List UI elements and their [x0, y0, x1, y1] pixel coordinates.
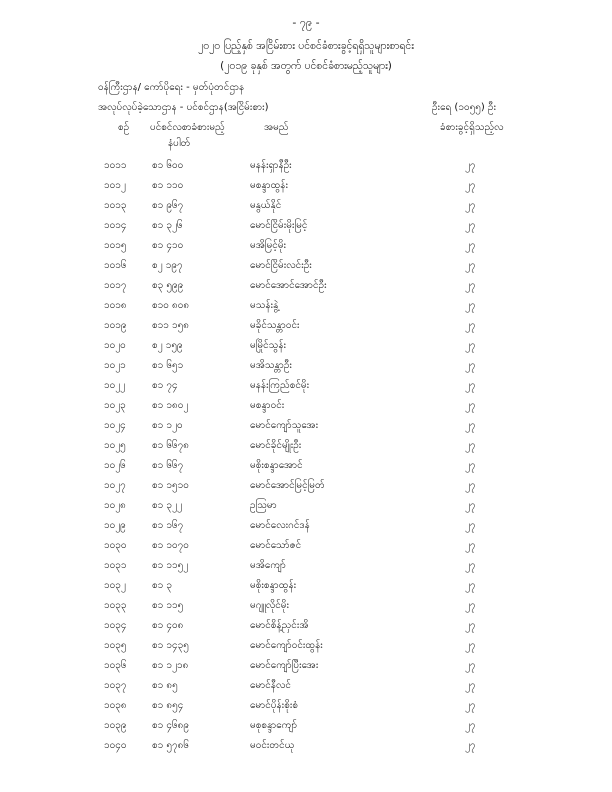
month-count: ၂၇: [465, 380, 476, 391]
row-number: ၁၀၂၁: [104, 360, 126, 371]
pension-id: စ၁ ၄၆၈၉: [152, 720, 190, 731]
table-row: [0, 458, 612, 478]
person-name: မအိကျော်: [250, 560, 286, 571]
pension-id: စ၁ ၁၂၁၈: [152, 660, 189, 671]
row-number: ၁၀၃၈: [104, 700, 127, 711]
month-count: ၂၇: [465, 420, 476, 431]
person-name: မစုစန္ဒာကျော်: [250, 720, 298, 731]
row-number: ၁၀၂၈: [104, 500, 126, 511]
person-name: မနန်းရှာနီဦး: [250, 160, 292, 171]
row-number: ၁၀၁၉: [104, 320, 127, 331]
pension-id: စ၁ ၁၈၀၂: [152, 400, 189, 411]
pension-id: စ၁ ၄၀၈: [152, 620, 184, 631]
pension-id: စ၁ ၈၅: [152, 680, 178, 691]
month-count: ၂၇: [465, 440, 476, 451]
table-row: [0, 478, 612, 498]
row-number: ၁၀၃၂: [104, 580, 126, 591]
table-row: [0, 578, 612, 598]
pension-id: စ၁ ၄၁၀: [152, 240, 184, 251]
month-count: ၂၇: [465, 180, 476, 191]
person-name: မောင်အောင်အောင်ဦး: [250, 280, 327, 291]
person-name: မအိမြင့်မိုး: [250, 240, 287, 251]
month-count: ၂၇: [465, 700, 476, 711]
table-row: [0, 298, 612, 318]
month-count: ၂၇: [465, 280, 476, 291]
person-name: မောင်သော်ဇင်: [250, 540, 302, 551]
department-line: ဝန်ကြီးဌာန/ ကော်ပိုရေး - မှတ်ပုံတင်ဌာန: [98, 82, 245, 93]
pension-id: စ၁ ၁၁၀: [152, 180, 184, 191]
row-number: ၁၀၂၃: [104, 400, 126, 411]
pension-list: [0, 158, 612, 758]
month-count: ၂၇: [465, 580, 476, 591]
table-row: [0, 198, 612, 218]
month-count: ၂၇: [465, 400, 476, 411]
person-name: မဝင်းတင်ယု: [250, 740, 295, 751]
person-name: မမြိုင်သွန်း: [250, 340, 287, 351]
pension-id: စ၁ ၁၁၅၂: [152, 560, 189, 571]
document-title: ၂၀၂၀ ပြည့်နှစ် အငြိမ်းစား ပင်စင်ခံစားခွင့်ရရှိသူများစာရင်း: [198, 40, 414, 52]
row-number: ၁၀၁၁: [104, 160, 127, 171]
person-name: မောင်လေးဂင်ဒန်: [250, 520, 310, 531]
person-name: မောင်ကျော်ပြီးအေး: [250, 660, 319, 671]
month-count: ၂၇: [465, 520, 476, 531]
table-row: [0, 718, 612, 738]
pension-id: စ၁ ၈၅၄: [152, 700, 184, 711]
row-number: ၁၀၁၂: [104, 180, 126, 191]
pension-id: စ၁၀ ၈၀၈: [152, 300, 190, 311]
column-header-name: အမည်: [264, 122, 289, 133]
row-number: ၁၀၂၇: [104, 480, 126, 491]
table-row: [0, 318, 612, 338]
person-name: မစိုးစန္ဒာထွန်း: [250, 580, 297, 591]
row-number: ၁၀၂၅: [104, 440, 126, 451]
table-row: [0, 338, 612, 358]
table-row: [0, 278, 612, 298]
pension-id: စ၁ ၁၆၇: [152, 520, 184, 531]
page-number: - ၇၉ -: [292, 16, 320, 29]
table-row: [0, 378, 612, 398]
month-count: ၂၇: [465, 620, 476, 631]
month-count: ၂၇: [465, 560, 476, 571]
pension-id: စ၁ ၃၂၆: [152, 220, 183, 231]
row-number: ၁၀၁၈: [104, 300, 127, 311]
month-count: ၂၇: [465, 740, 476, 751]
person-name: မနန်းကြည်စင်မိုး: [250, 380, 310, 391]
row-number: ၁၀၃၉: [104, 720, 127, 731]
table-row: [0, 218, 612, 238]
row-number: ၁၀၃၇: [104, 680, 127, 691]
row-number: ၁၀၃၀: [104, 540, 127, 551]
month-count: ၂၇: [465, 200, 476, 211]
pension-id: စ၁ ၆၆၇: [152, 460, 184, 471]
column-header-no: စဉ်: [118, 122, 130, 133]
pension-id: စ၁ ၆၀၀: [152, 160, 184, 171]
table-row: [0, 178, 612, 198]
pension-id: စ၁ ၃၂၂: [152, 500, 182, 511]
month-count: ၂၇: [465, 640, 476, 651]
person-name: ဥဩမာ: [250, 500, 277, 511]
month-count: ၂၇: [465, 720, 476, 731]
pension-id: စ၁ ၁၅၁၀: [152, 480, 189, 491]
month-count: ၂၇: [465, 160, 476, 171]
month-count: ၂၇: [465, 340, 476, 351]
person-name: မသန်းနွဲ့: [250, 300, 279, 311]
table-row: [0, 698, 612, 718]
month-count: ၂၇: [465, 300, 476, 311]
row-number: ၁၀၃၁: [104, 560, 127, 571]
pension-id: စ၁ ၉၆၇: [152, 200, 184, 211]
person-name: မောင်ငြိမ်းလင်းဦး: [250, 260, 312, 271]
person-name: မစန္ဒာဝင်း: [250, 400, 285, 411]
document-subtitle: (၂၀၁၉ ခုနှစ် အတွက် ပင်စင်ခံစားမည့်သူများ): [220, 60, 392, 72]
row-number: ၁၀၁၅: [104, 240, 127, 251]
row-number: ၁၀၁၆: [104, 260, 127, 271]
row-number: ၁၀၂၂: [104, 380, 126, 391]
row-number: ၁၀၃၃: [104, 600, 127, 611]
pension-id: စ၁၁ ၁၅၈: [152, 320, 190, 331]
row-number: ၁၀၃၅: [104, 640, 127, 651]
pension-id: စ၂ ၁၅၉: [152, 340, 183, 351]
month-count: ၂၇: [465, 260, 476, 271]
person-name: မောင်စိန့်ညှင်းအိ: [250, 620, 309, 631]
table-row: [0, 598, 612, 618]
pension-id: စ၁ ၁၀၇၀: [152, 540, 189, 551]
pension-id: စ၁ ၁၂၀: [152, 420, 183, 431]
table-row: [0, 538, 612, 558]
table-row: [0, 158, 612, 178]
table-row: [0, 418, 612, 438]
column-header-pension-no: ပင်စင်လစာခံစားမည့်: [150, 122, 225, 133]
row-number: ၁၀၃၄: [104, 620, 127, 631]
table-row: [0, 518, 612, 538]
month-count: ၂၇: [465, 460, 476, 471]
person-name: မောင်ခိုင်မျိုးဦး: [250, 440, 302, 451]
month-count: ၂၇: [465, 320, 476, 331]
table-row: [0, 258, 612, 278]
table-row: [0, 358, 612, 378]
person-name: မောင်ကျော်သူအေး: [250, 420, 319, 431]
month-count: ၂၇: [465, 680, 476, 691]
month-count: ၂၇: [465, 500, 476, 511]
total-count-header: ဦးရေ (၁၀၅၅) ဦး: [432, 102, 497, 113]
person-name: မောင်ကျော်ဝင်းထွန်း: [250, 640, 323, 651]
row-number: ၁၀၃၆: [104, 660, 127, 671]
pension-id: စ၁ ၁၁၅: [152, 600, 184, 611]
table-row: [0, 738, 612, 758]
pension-id: စ၁ ၇၄: [152, 380, 178, 391]
table-row: [0, 398, 612, 418]
table-row: [0, 658, 612, 678]
table-row: [0, 678, 612, 698]
person-name: မစိုးစန္ဒာအောင်: [250, 460, 303, 471]
month-count: ၂၇: [465, 220, 476, 231]
pension-id: စ၁ ၆၆၇၈: [152, 440, 190, 451]
pension-id: စ၁ ၅၇၈၆: [152, 740, 190, 751]
person-name: မောင်ငြိမ်းမိုးမြင့်: [250, 220, 308, 231]
column-header-pension-no-2: နံပါတ်: [168, 138, 191, 149]
person-name: မောင်အောင်မြင့်မြတ်: [250, 480, 325, 491]
pension-id: စ၂ ၁၉၇: [152, 260, 183, 271]
person-name: မနွယ်နိုင်: [250, 200, 282, 211]
person-name: မောင်နီလင်: [250, 680, 291, 691]
row-number: ၁၀၁၇: [104, 280, 127, 291]
month-count: ၂၇: [465, 240, 476, 251]
table-row: [0, 618, 612, 638]
person-name: မအိသန္တာဦး: [250, 360, 292, 371]
row-number: ၁၀၂၀: [104, 340, 126, 351]
person-name: မခိုင်သန္တာဝင်း: [250, 320, 300, 331]
row-number: ၁၀၂၉: [104, 520, 126, 531]
row-number: ၁၀၁၄: [104, 220, 127, 231]
month-count: ၂၇: [465, 600, 476, 611]
column-header-count: ခံစားခွင့်ရှိသည့်လ: [440, 122, 504, 133]
month-count: ၂၇: [465, 480, 476, 491]
table-row: [0, 638, 612, 658]
office-header: အလုပ်လုပ်ခဲ့သောဌာန - ပင်စင်ဌာန(အငြိမ်းစား): [98, 102, 269, 113]
person-name: မစန္ဒာထွန်း: [250, 180, 288, 191]
pension-id: စ၁ ၁၄၃၅: [152, 640, 189, 651]
pension-id: စ၃ ၅၉၉: [152, 280, 184, 291]
pension-id: စ၁ ၆၅၁: [152, 360, 184, 371]
table-row: [0, 438, 612, 458]
person-name: မောင်ပိုန်းစိုးစံ: [250, 700, 299, 711]
table-row: [0, 238, 612, 258]
pension-id: စ၁ ၃: [152, 580, 173, 591]
row-number: ၁၀၁၃: [104, 200, 127, 211]
month-count: ၂၇: [465, 360, 476, 371]
month-count: ၂၇: [465, 660, 476, 671]
row-number: ၁၀၂၆: [104, 460, 126, 471]
table-row: [0, 498, 612, 518]
person-name: မဂျူလိုင်မိုး: [250, 600, 290, 611]
table-row: [0, 558, 612, 578]
row-number: ၁၀၂၄: [104, 420, 126, 431]
row-number: ၁၀၄၀: [104, 740, 127, 751]
month-count: ၂၇: [465, 540, 476, 551]
